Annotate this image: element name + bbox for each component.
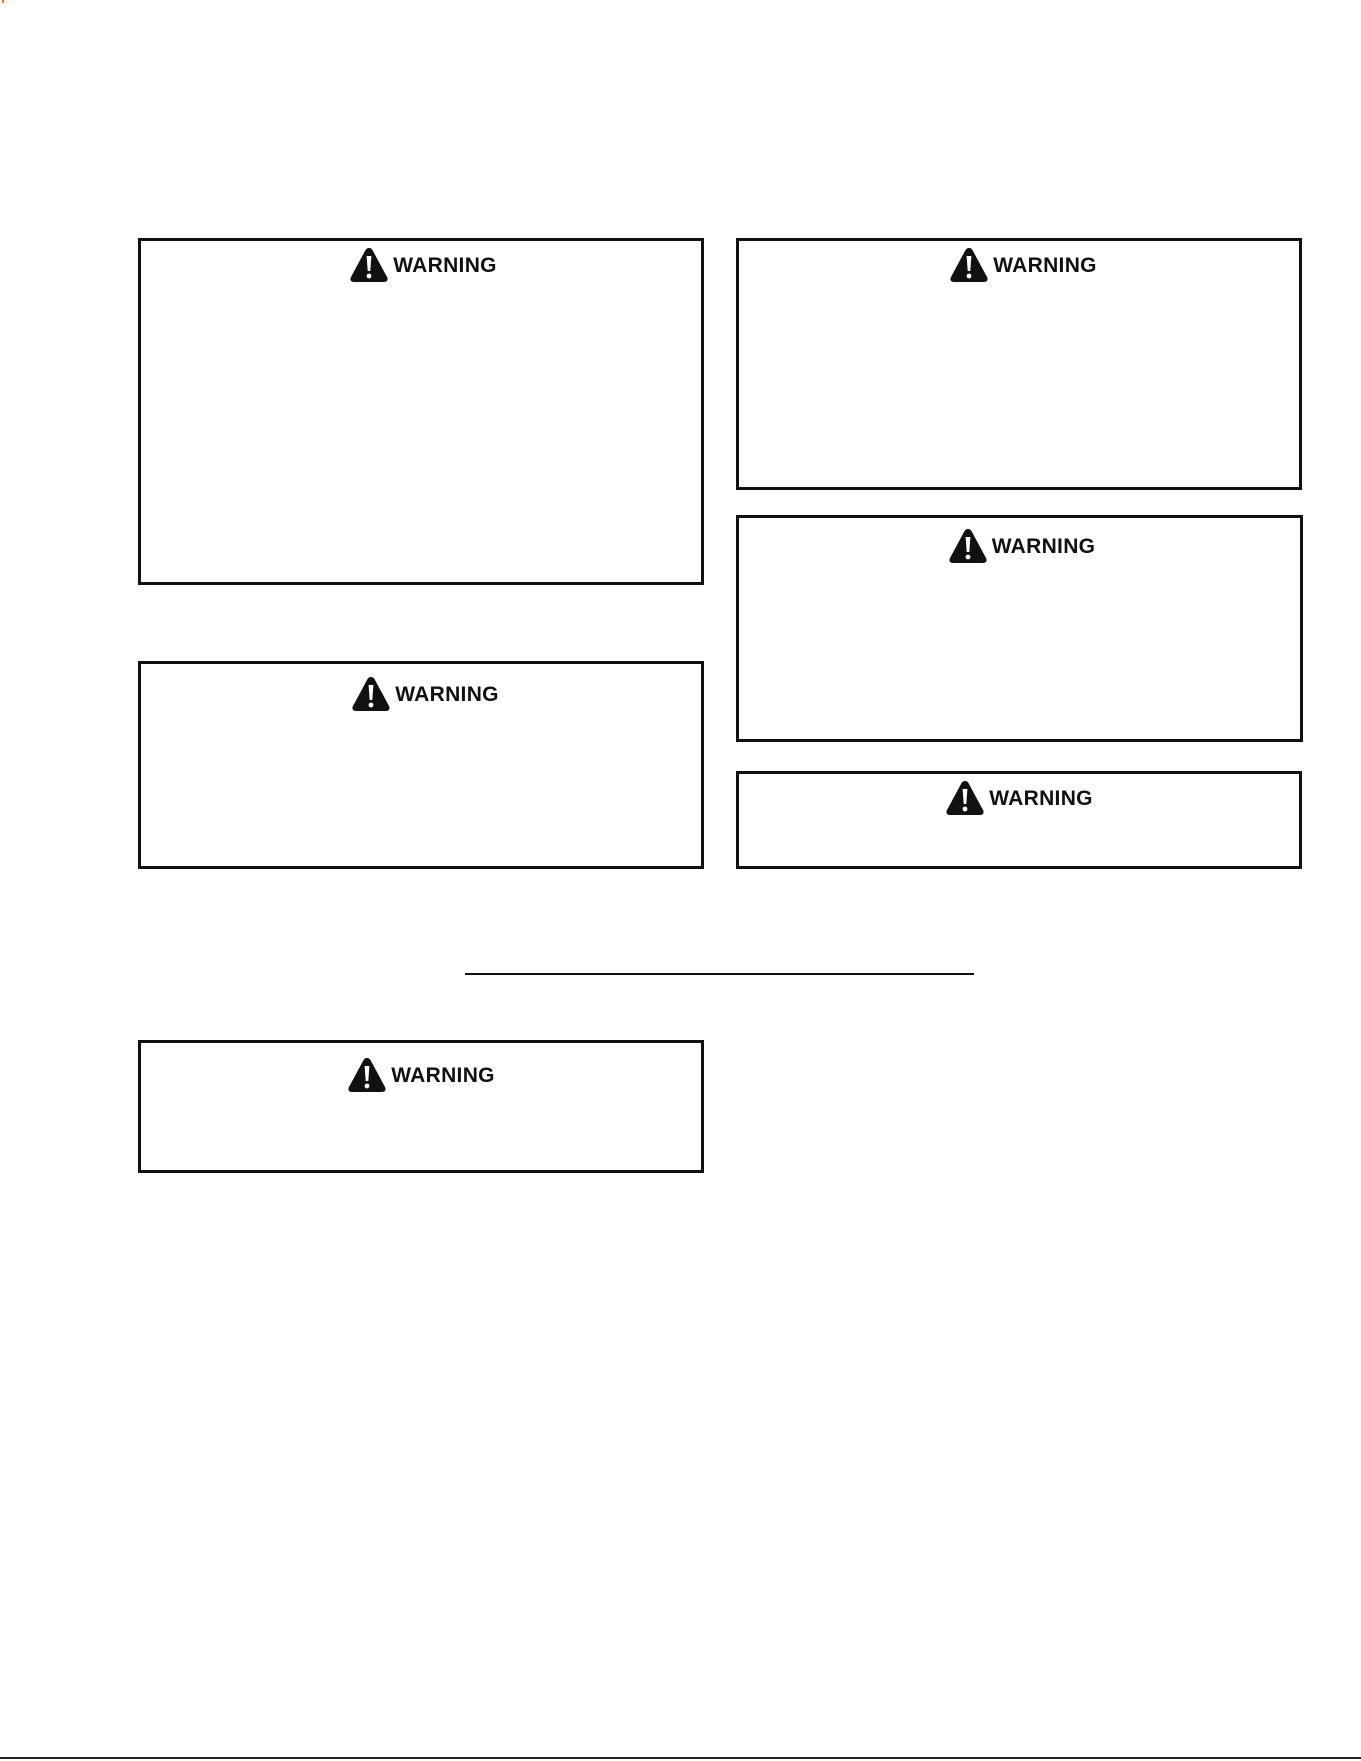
corner-mark [2,0,4,3]
warning-header [141,676,701,712]
warning-triangle-icon [949,247,989,283]
warning-triangle-icon [948,528,988,564]
warning-triangle-icon [349,247,389,283]
warning-triangle-icon [945,780,985,816]
warning-triangle-icon [347,1057,387,1093]
warning-box [138,661,704,869]
warning-label: WARNING [989,786,1093,810]
warning-label: WARNING [395,682,499,706]
warning-header [141,247,701,283]
warning-box [736,771,1302,869]
page-bottom-rule [0,1757,1361,1759]
warning-box [736,238,1302,490]
warning-box [736,515,1303,742]
section-divider [465,973,974,975]
warning-label: WARNING [991,534,1096,558]
warning-header [739,528,1300,564]
warning-label: WARNING [391,1063,495,1087]
warning-header [739,247,1299,283]
warning-label: WARNING [393,253,497,277]
warning-box [138,238,704,585]
warning-box [138,1040,704,1173]
warning-header [141,1057,701,1093]
warning-triangle-icon [351,676,391,712]
warning-label: WARNING [993,253,1097,277]
warning-header [739,780,1299,816]
